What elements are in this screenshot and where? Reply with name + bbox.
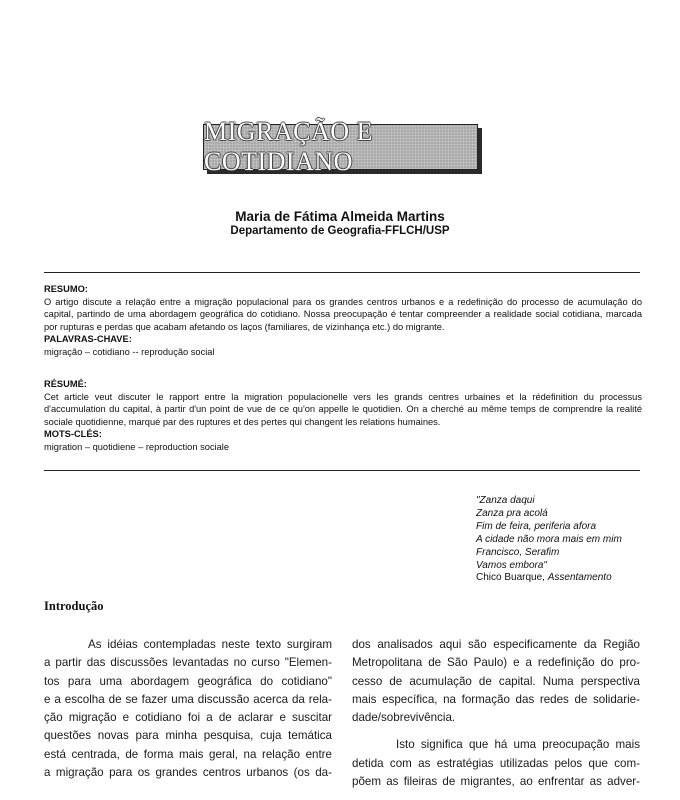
abstract-bottom-rule: [44, 470, 640, 471]
resumo-label: RESUMO:: [44, 284, 88, 294]
body-column-right: [352, 636, 640, 791]
palavras-chave: migração – cotidiano -- reprodução social: [44, 346, 215, 357]
article-title: MIGRAÇÃO E COTIDIANO: [204, 117, 373, 176]
body-line: As idéias contempladas neste texto surgiram: [88, 638, 332, 651]
body-column-left: [44, 636, 332, 782]
epigraph-line: Zanza pra acolá: [476, 507, 548, 519]
epigraph-line: Fim de feira, periferia afora: [476, 520, 597, 532]
resumo-block: [44, 283, 642, 359]
epigraph: [476, 495, 656, 585]
body-line: cesso de acumulação de capital. Numa perspectiva: [352, 674, 640, 688]
body-line: Metropolitana de São Paulo) e a redefinição do pro-: [352, 656, 640, 670]
epigraph-line: Vamos embora": [476, 559, 547, 571]
body-line: tos para uma abordagem geográfica do cotidiano": [44, 674, 332, 688]
body-line: ção migração e cotidiano foi a de aclarar e suscitar: [44, 711, 332, 725]
title-banner: [203, 117, 478, 176]
epigraph-author: Chico Buarque,: [476, 572, 548, 584]
mots-cles-label: MOTS-CLÉS:: [44, 429, 102, 440]
epigraph-line: Francisco, Serafim: [476, 546, 560, 558]
section-heading: Introdução: [44, 599, 104, 613]
author-name: Maria de Fátima Almeida Martins: [235, 209, 445, 224]
resume-label: RÉSUMÉ:: [44, 379, 87, 389]
resume-block: [44, 378, 642, 454]
epigraph-line: A cidade não mora mais em mim: [476, 533, 622, 545]
palavras-chave-label: PALAVRAS-CHAVE:: [44, 334, 132, 345]
abstract-top-rule: [44, 272, 640, 273]
body-line: Isto significa que há uma preocupação mais: [396, 738, 640, 752]
body-line: e a escolha de se fazer uma discussão acerca da rela-: [44, 692, 332, 706]
resume-text: Cet article veut discuter le rapport entre la migration populacionelle vers les grands centres urbaines et la rédefinition du processus d'accumulation du capital, à partir d'un point de vue de ce qu'on appelle le quotidien. On a cherché au même temps de comprendre la realité sociale quotidienne, marqué par des ruptures et des pertes qui changent les relations humaines.: [44, 391, 642, 427]
author-affiliation: Departamento de Geografia-FFLCH/USP: [230, 225, 450, 237]
body-line: a partir das discussões levantadas no curso "Elemen-: [44, 656, 332, 670]
epigraph-line: "Zanza daqui: [476, 495, 535, 506]
body-line: põem as fileiras de migrantes, ao enfrentar as adver-: [352, 775, 640, 789]
resumo-text: O artigo discute a relação entre a migração populacional para os grandes centros urbanos e a redefinição do processo de acumulação do capital, partindo de uma abordagem geográfica do cotidiano. Nossa preocupação é tentar compreender a realidade social cotidiana, marcada por rupturas e perdas que acabam afetando os laços (familiares, de vizinhança etc.) do migrante.: [44, 296, 642, 332]
body-line: questões novas para minha pesquisa, cuja temática: [44, 729, 332, 743]
epigraph-work: Assentamento: [547, 572, 612, 584]
body-line: mais específica, na formação das redes de solidarie-: [352, 692, 640, 706]
epigraph-attribution: [476, 572, 656, 585]
body-line: detida com as estratégias utilizadas pelos que com-: [352, 756, 640, 770]
body-line: está centrada, de forma mais geral, na relação entre: [44, 747, 332, 761]
body-line: dos analisados aqui são especificamente da Região: [352, 638, 640, 651]
body-line: a migração para os grandes centros urbanos (os da-: [44, 766, 332, 780]
body-line: dade/sobrevivência.: [352, 711, 456, 725]
mots-cles: migration – quotidiene – reproduction sociale: [44, 441, 230, 452]
